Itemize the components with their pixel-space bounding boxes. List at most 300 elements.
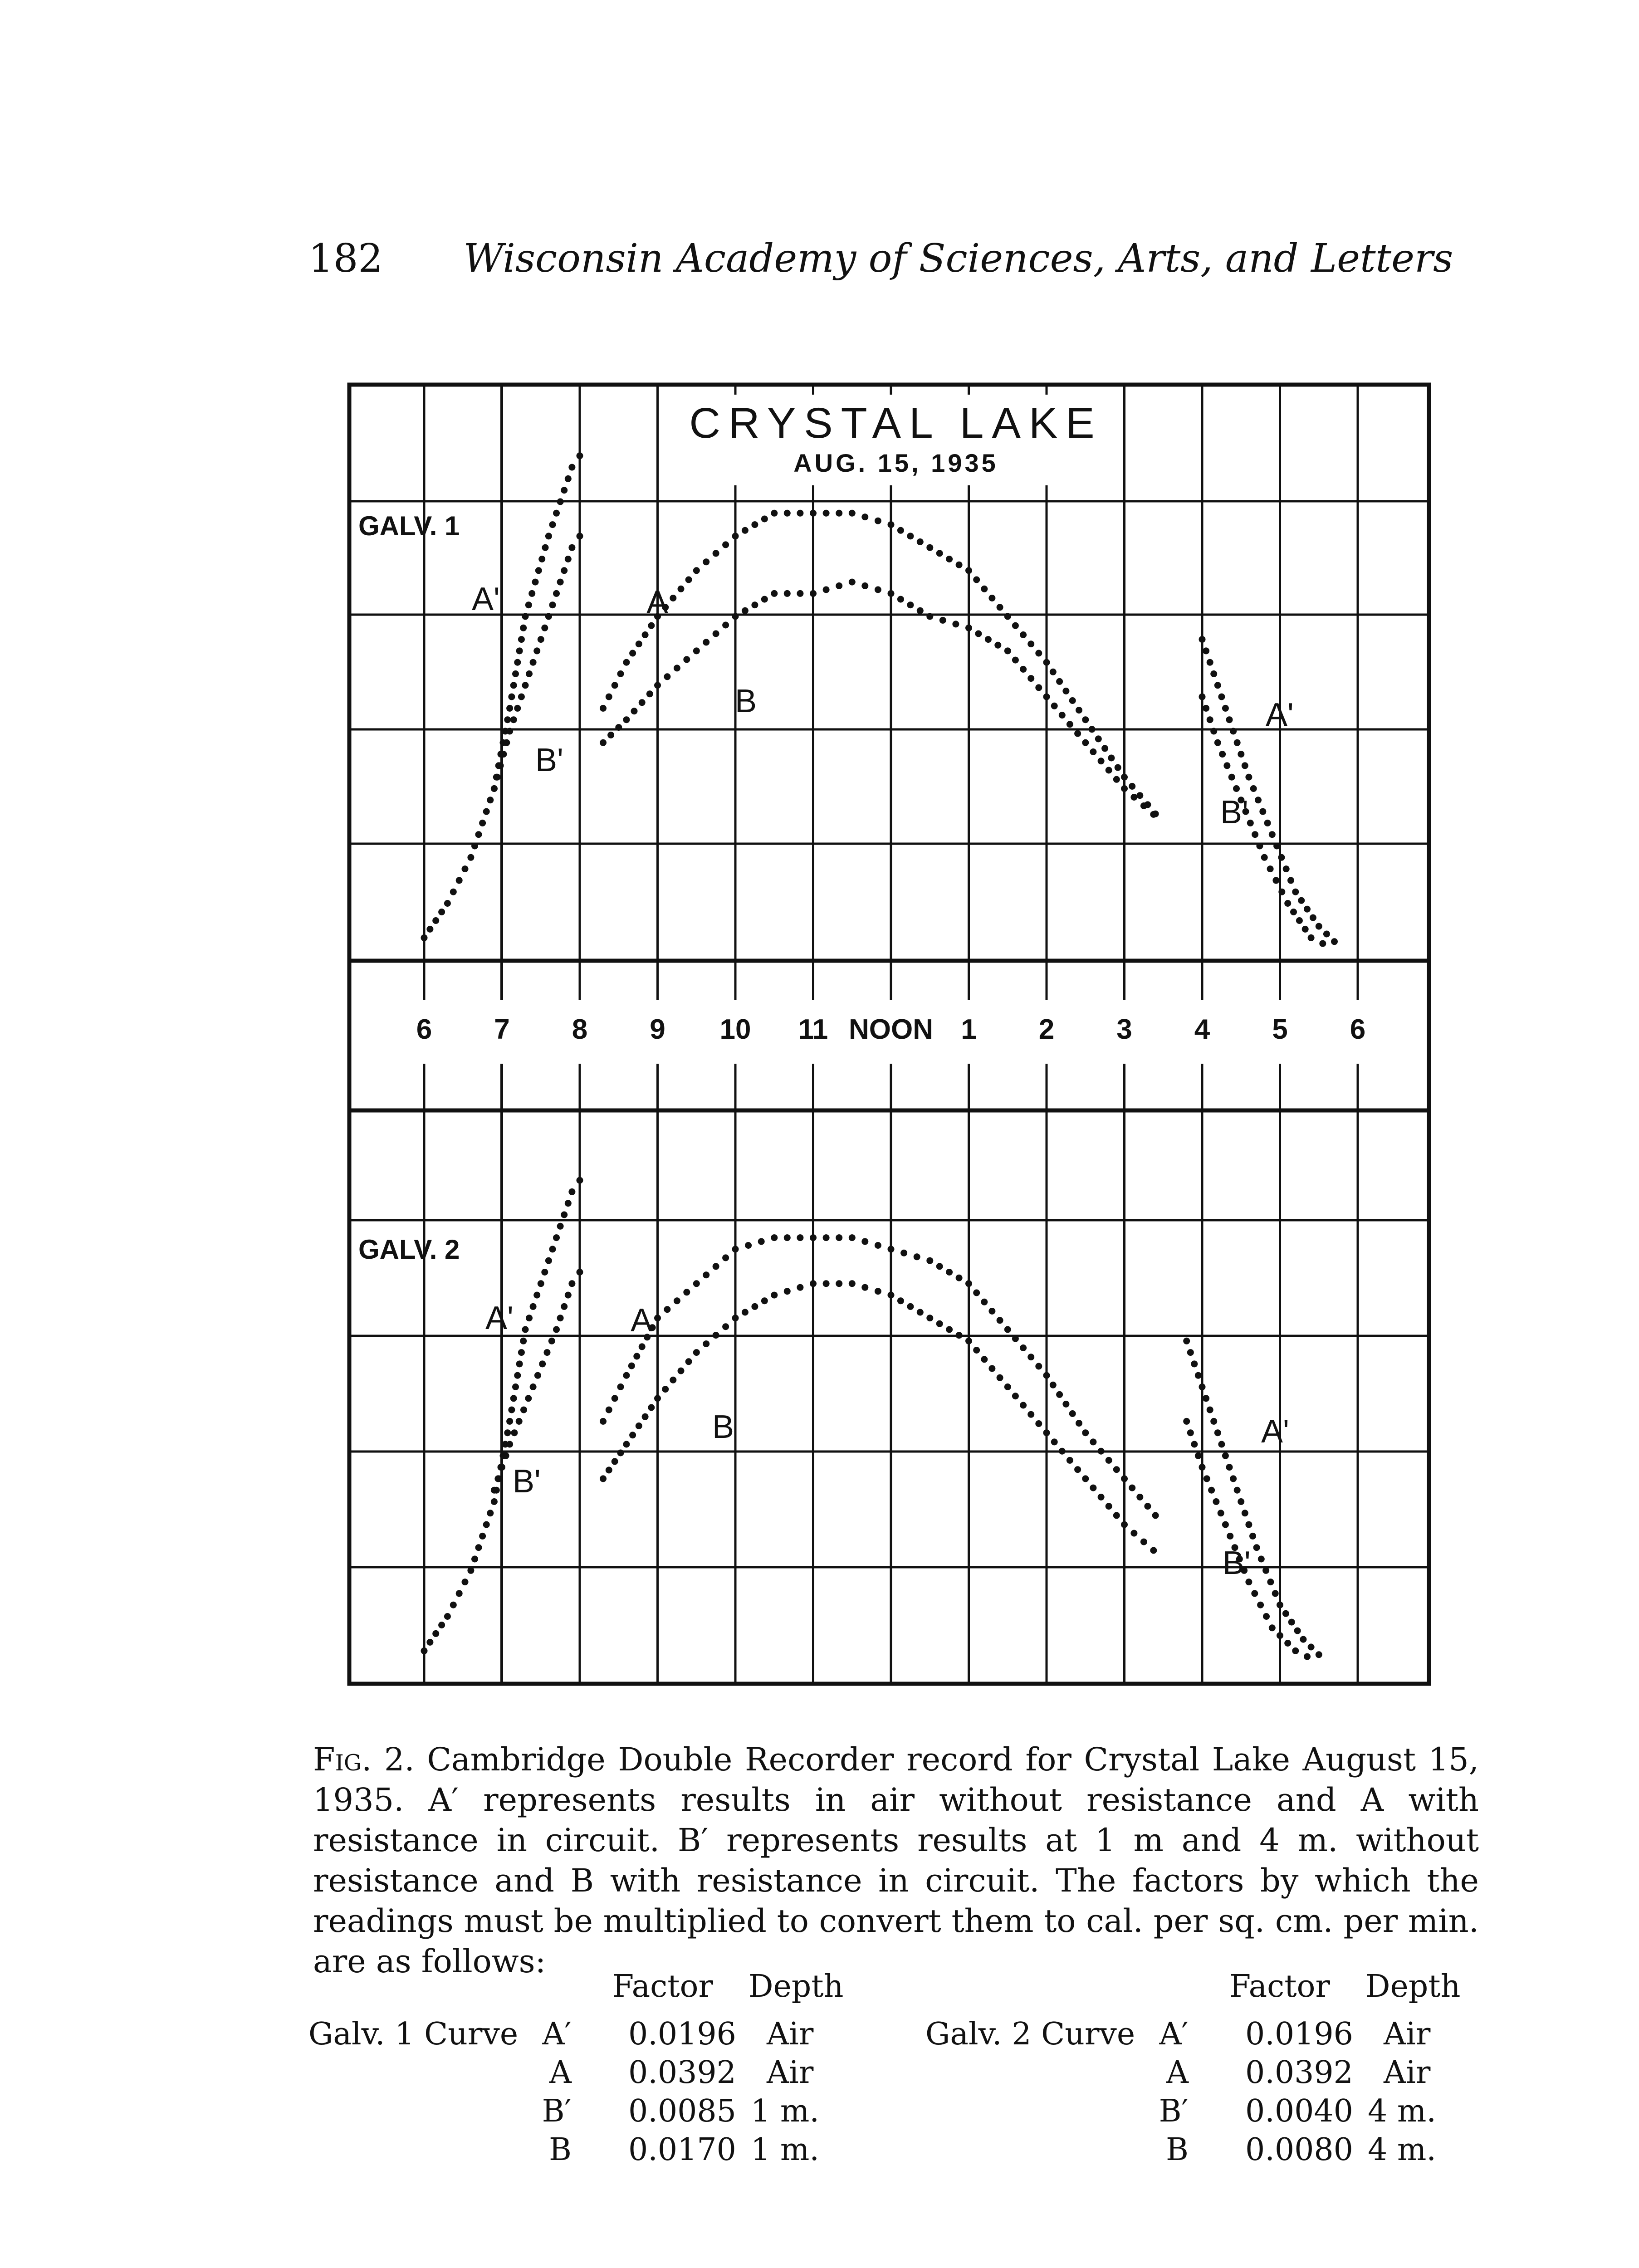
curve-dot	[1203, 647, 1209, 654]
curve-dot	[914, 1253, 920, 1260]
curve-dot	[1245, 774, 1252, 781]
curve-dot	[557, 499, 564, 505]
curve-dot	[1090, 1485, 1096, 1491]
curve-dot	[534, 1372, 541, 1379]
curve-dot	[1121, 1521, 1128, 1528]
curve-dot	[475, 1544, 482, 1551]
curve-dot	[1273, 843, 1280, 850]
curve-dot	[1020, 631, 1027, 638]
curve-dot	[1043, 1429, 1050, 1436]
curve-dot	[742, 1309, 749, 1316]
curve-dot	[1098, 1494, 1105, 1501]
curve-dot	[1264, 820, 1271, 826]
curve-dot	[861, 1284, 868, 1291]
curve-dot	[510, 1395, 517, 1402]
hour-label: 1	[961, 1014, 977, 1045]
curve-dot	[758, 1238, 765, 1245]
curve-dot	[693, 567, 700, 574]
curve-dot	[456, 1590, 463, 1597]
depth-cell: Air	[767, 2055, 814, 2091]
curve-dot	[615, 724, 622, 731]
curve-dot	[1308, 934, 1315, 941]
curve-dot	[897, 596, 904, 603]
curve-dot	[713, 1263, 719, 1270]
curve-dot	[664, 673, 670, 680]
curve-dot	[522, 613, 529, 620]
curve-dot	[1043, 659, 1050, 666]
curve-dot	[1269, 1624, 1276, 1631]
curve-dot	[508, 694, 515, 700]
curve-dot	[1115, 764, 1121, 771]
curve-dot	[810, 590, 817, 597]
curve-dot	[664, 1306, 670, 1313]
figure-caption	[313, 1740, 1479, 1982]
curve-dot	[836, 582, 842, 589]
galv1-label: Galv. 1 Curve	[308, 2016, 519, 2052]
curve-dot	[888, 1292, 895, 1299]
curve-dot	[553, 510, 560, 517]
curve-dot	[849, 579, 856, 586]
col-depth-header: Depth	[749, 1969, 844, 2004]
curve-dot	[897, 1297, 904, 1304]
depth-cell: 4 m.	[1368, 2132, 1436, 2168]
figure-label: Fig. 2.	[313, 1741, 415, 1778]
hour-label: 5	[1272, 1014, 1288, 1045]
curve-dot	[1113, 1512, 1120, 1519]
curve-dot	[629, 1432, 636, 1438]
curve-dot	[629, 650, 636, 657]
curve-cell: A	[549, 2055, 572, 2091]
curve-dot	[557, 1223, 564, 1230]
curve-dot	[1242, 1510, 1248, 1516]
curve-dot	[1210, 728, 1217, 735]
curve-label: B	[712, 1409, 734, 1445]
curve-dot	[467, 854, 474, 861]
curve-dot	[1261, 854, 1268, 861]
curve-dot	[742, 607, 749, 614]
curve-dot	[520, 1338, 527, 1344]
curve-dot	[1258, 1556, 1265, 1563]
curve-dot	[565, 1200, 572, 1207]
curve-dot	[568, 1280, 575, 1287]
curve-dot	[487, 797, 494, 803]
curve-dot	[487, 1510, 494, 1516]
curve-dot	[607, 732, 614, 738]
curve-dot	[771, 1234, 778, 1241]
curve-dot	[1140, 802, 1147, 809]
curve-dot	[549, 601, 556, 608]
curve-dot	[654, 1315, 661, 1321]
hour-label: 8	[572, 1014, 588, 1045]
curve-dot	[997, 1374, 1003, 1381]
curve-dot	[761, 516, 768, 523]
curve-dot	[545, 613, 552, 620]
curve-dot	[713, 1332, 719, 1339]
chart-title: CRYSTAL LAKE	[689, 399, 1103, 447]
curve-dot	[849, 510, 856, 517]
curve-dot	[784, 590, 791, 597]
curve-dot	[561, 1212, 568, 1218]
hour-label: 9	[650, 1014, 665, 1045]
curve-dot	[533, 647, 540, 654]
curve-label: A'	[485, 1300, 514, 1336]
curve-dot	[722, 1323, 729, 1330]
curve-dot	[1050, 669, 1057, 675]
curve-dot	[1089, 726, 1096, 733]
curve-dot	[1152, 1512, 1159, 1519]
curve-dot	[577, 533, 583, 539]
curve-dot	[797, 510, 803, 517]
curve-dot	[577, 1177, 583, 1184]
curve-dot	[670, 1377, 676, 1383]
curve-dot	[965, 1280, 972, 1287]
curve-dot	[732, 613, 739, 620]
curve-dot	[1108, 755, 1115, 762]
depth-cell: 4 m.	[1368, 2093, 1436, 2129]
curve-dot	[1218, 694, 1225, 700]
depth-cell: Air	[1384, 2055, 1431, 2091]
curve-dot	[797, 590, 803, 597]
curve-dot	[939, 617, 946, 624]
curve-dot	[1062, 1401, 1069, 1408]
curve-dot	[494, 774, 501, 781]
curve-dot	[875, 587, 881, 593]
curve-cell: B′	[1159, 2093, 1189, 2129]
curve-dot	[491, 1487, 498, 1494]
curve-dot	[1233, 785, 1240, 792]
curve-dot	[936, 550, 943, 557]
curve-dot	[1230, 1475, 1237, 1482]
curve-dot	[1101, 745, 1108, 752]
curve-label: A	[631, 1302, 653, 1339]
curve-dot	[1020, 1402, 1027, 1409]
curve-dot	[1113, 776, 1120, 783]
curve-dot	[1223, 762, 1230, 769]
curve-dot	[1012, 657, 1019, 664]
curve-dot	[897, 527, 904, 534]
curve-dot	[1098, 758, 1105, 764]
curve-dot	[685, 1358, 692, 1365]
curve-dot	[462, 1579, 469, 1585]
curve-dot	[471, 843, 478, 850]
curve-dot	[1288, 1619, 1295, 1626]
curve-dot	[516, 1418, 523, 1425]
curve-dot	[600, 739, 607, 746]
hour-label: 3	[1116, 1014, 1132, 1045]
depth-cell: Air	[767, 2016, 814, 2052]
curve-dot	[1263, 1613, 1270, 1620]
curve-dot	[628, 1363, 635, 1369]
curve-dot	[467, 1567, 474, 1574]
curve-dot	[1284, 900, 1291, 907]
curve-dot	[670, 595, 676, 601]
curve-dot	[1113, 1466, 1120, 1473]
curve-dot	[1267, 865, 1274, 872]
curve-dot	[751, 601, 758, 608]
curve-dot	[1056, 678, 1063, 685]
curve-dot	[1298, 897, 1305, 904]
depth-cell: 1 m.	[751, 2132, 819, 2168]
curve-dot	[1290, 909, 1297, 915]
curve-dot	[539, 1360, 546, 1367]
curve-dot	[1222, 705, 1229, 712]
curve-dot	[751, 521, 758, 528]
curve-dot	[514, 659, 521, 666]
curve-label: A'	[1261, 1413, 1289, 1450]
curve-dot	[1207, 659, 1213, 666]
curve-dot	[722, 622, 729, 629]
curve-dot	[462, 865, 469, 872]
curve-dot	[771, 1292, 778, 1299]
factor-cell: 0.0392	[628, 2055, 736, 2091]
curve-dot	[1121, 774, 1128, 781]
curve-dot	[600, 1418, 607, 1425]
curve-dot	[907, 533, 914, 539]
curve-dot	[662, 1386, 669, 1393]
curve-dot	[732, 1315, 739, 1321]
curve-dot	[1191, 1360, 1198, 1367]
curve-dot	[450, 889, 457, 895]
curve-dot	[1316, 1651, 1322, 1658]
hour-label: 6	[416, 1014, 432, 1045]
factor-cell: 0.0196	[628, 2016, 736, 2052]
curve-dot	[565, 475, 572, 482]
factor-cell: 0.0196	[1245, 2016, 1353, 2052]
curve-dot	[965, 567, 972, 574]
curve-dot	[1195, 1452, 1202, 1459]
curve-dot	[479, 1533, 486, 1540]
curve-dot	[1300, 1636, 1306, 1643]
curve-dot	[810, 1280, 817, 1287]
curve-dot	[693, 1349, 700, 1356]
curve-dot	[1218, 1441, 1225, 1448]
curve-dot	[483, 1521, 490, 1528]
curve-dot	[985, 636, 992, 643]
curve-dot	[528, 590, 535, 597]
curve-dot	[703, 1340, 709, 1347]
curve-dot	[745, 1242, 752, 1249]
curve-dot	[1214, 682, 1221, 689]
curve-dot	[1027, 1411, 1034, 1418]
curve-dot	[907, 601, 914, 608]
curve-dot	[1255, 797, 1262, 803]
curve-dot	[900, 1250, 907, 1256]
curve-dot	[525, 601, 532, 608]
curve-dot	[1035, 1420, 1042, 1427]
curve-dot	[1208, 1487, 1215, 1494]
curve-dot	[506, 705, 513, 712]
curve-dot	[1204, 1475, 1210, 1482]
curve-dot	[1256, 843, 1263, 850]
curve-dot	[1242, 762, 1248, 769]
factor-cell: 0.0170	[628, 2132, 736, 2168]
curve-dot	[1187, 1349, 1194, 1356]
curve-dot	[1267, 1579, 1274, 1585]
curve-dot	[549, 521, 556, 528]
curve-dot	[1020, 666, 1027, 673]
curve-dot	[600, 705, 607, 712]
curve-dot	[1199, 1383, 1206, 1390]
curve-dot	[994, 642, 1001, 649]
curve-dot	[561, 487, 568, 494]
curve-dot	[438, 909, 445, 915]
depth-cell: 1 m.	[751, 2093, 819, 2129]
curve-dot	[538, 636, 544, 643]
curve-dot	[1199, 636, 1206, 643]
curve-dot	[561, 1303, 568, 1310]
curve-dot	[1226, 1464, 1233, 1471]
curve-label: B	[735, 683, 757, 719]
curve-dot	[1249, 1533, 1256, 1540]
factor-cell: 0.0392	[1245, 2055, 1353, 2091]
curve-dot	[683, 1289, 690, 1295]
curve-dot	[823, 1234, 830, 1241]
curve-dot	[636, 1422, 642, 1429]
curve-dot	[1043, 1372, 1050, 1379]
curve-dot	[504, 1429, 511, 1436]
curve-dot	[810, 510, 817, 517]
curve-dot	[926, 1257, 933, 1264]
curve-dot	[1106, 1457, 1112, 1464]
factor-table-galv1	[308, 1969, 876, 2168]
col-factor-header: Factor	[612, 1969, 713, 2004]
curve-dot	[875, 1242, 881, 1249]
curve-dot	[1316, 923, 1322, 930]
curve-dot	[553, 1234, 560, 1241]
curve-dot	[693, 1280, 700, 1287]
galv2-label: GALV. 2	[358, 1234, 460, 1265]
curve-dot	[973, 1347, 980, 1354]
curve-dot	[606, 694, 612, 700]
curve-dot	[956, 562, 963, 568]
curve-dot	[612, 1458, 618, 1465]
curve-dot	[500, 751, 507, 758]
curve-dot	[421, 934, 428, 941]
curve-label: A'	[1266, 697, 1294, 733]
curve-dot	[1129, 1485, 1135, 1491]
curve-dot	[1234, 1487, 1241, 1494]
curve-dot	[545, 533, 552, 539]
curve-dot	[648, 1404, 655, 1411]
curve-dot	[479, 820, 486, 826]
curve-dot	[936, 1320, 943, 1327]
curve-dot	[1210, 1418, 1217, 1425]
curve-dot	[639, 699, 646, 706]
curve-dot	[956, 1332, 963, 1339]
curve-dot	[1012, 1393, 1019, 1399]
curve-dot	[1082, 739, 1089, 746]
curve-dot	[568, 1188, 575, 1195]
curve-dot	[623, 1372, 630, 1379]
curve-dot	[1278, 854, 1285, 861]
chart-date: AUG. 15, 1935	[793, 449, 998, 477]
curve-dot	[510, 716, 517, 723]
curve-dot	[981, 1299, 988, 1305]
curve-dot	[504, 716, 511, 723]
factor-table-galv2	[925, 1969, 1492, 2168]
curve-dot	[713, 550, 719, 557]
curve-dot	[491, 1498, 498, 1505]
curve-dot	[617, 1383, 624, 1390]
curve-dot	[1294, 1628, 1301, 1634]
curve-dot	[1272, 877, 1279, 884]
curve-dot	[1183, 1418, 1190, 1425]
curve-dot	[633, 1353, 640, 1360]
curve-dot	[784, 1234, 791, 1241]
curve-dot	[1283, 865, 1290, 872]
curve-dot	[965, 625, 972, 631]
curve-dot	[514, 1372, 521, 1379]
curve-dot	[1227, 1533, 1233, 1540]
curve-dot	[1076, 707, 1082, 714]
curve-dot	[1218, 1510, 1224, 1516]
curve-cell: B	[549, 2132, 572, 2168]
curve-dot	[685, 577, 692, 583]
curve-dot	[1304, 1653, 1311, 1660]
curve-dot	[1082, 1475, 1089, 1482]
curve-dot	[511, 1429, 518, 1436]
curve-dot	[471, 1556, 478, 1563]
curve-dot	[1284, 1640, 1291, 1647]
curve-dot	[506, 1441, 513, 1448]
curve-dot	[538, 1280, 544, 1287]
curve-dot	[742, 527, 749, 534]
curve-dot	[975, 631, 982, 637]
curve-dot	[544, 1349, 551, 1356]
curve-dot	[1121, 785, 1128, 792]
curve-dot	[1292, 1647, 1299, 1654]
curve-dot	[520, 1407, 527, 1413]
curve-dot	[1302, 926, 1309, 933]
curve-label: B'	[535, 742, 563, 778]
curve-dot	[606, 1466, 612, 1473]
curve-dot	[1098, 1448, 1105, 1455]
curve-dot	[981, 586, 988, 592]
curve-dot	[823, 587, 830, 593]
curve-dot	[548, 1338, 555, 1344]
curve-dot	[1296, 917, 1303, 924]
curve-dot	[703, 1271, 709, 1278]
curve-dot	[678, 1368, 685, 1374]
curve-dot	[617, 670, 624, 677]
curve-dot	[946, 556, 953, 562]
curve-dot	[1020, 1344, 1027, 1351]
curve-dot	[512, 670, 519, 677]
curve-dot	[654, 682, 661, 689]
curve-dot	[836, 1234, 842, 1241]
curve-dot	[1226, 716, 1233, 723]
curve-dot	[612, 682, 618, 689]
curve-dot	[444, 900, 451, 907]
curve-dot	[703, 558, 709, 565]
curve-dot	[1210, 670, 1217, 677]
curve-dot	[514, 705, 521, 712]
curve-dot	[541, 625, 548, 631]
curve-dot	[642, 1413, 649, 1420]
curve-dot	[450, 1602, 457, 1608]
curve-dot	[623, 659, 630, 666]
curve-dot	[973, 1290, 980, 1296]
curve-dot	[1319, 940, 1326, 947]
curve-dot	[761, 1297, 768, 1304]
curve-dot	[1136, 1494, 1143, 1501]
curve-dot	[823, 510, 830, 517]
curve-dot	[526, 1315, 533, 1321]
curve-dot	[674, 1297, 680, 1304]
curve-dot	[1136, 792, 1143, 799]
page-number: 182	[308, 236, 383, 281]
curve-dot	[1056, 1391, 1063, 1398]
